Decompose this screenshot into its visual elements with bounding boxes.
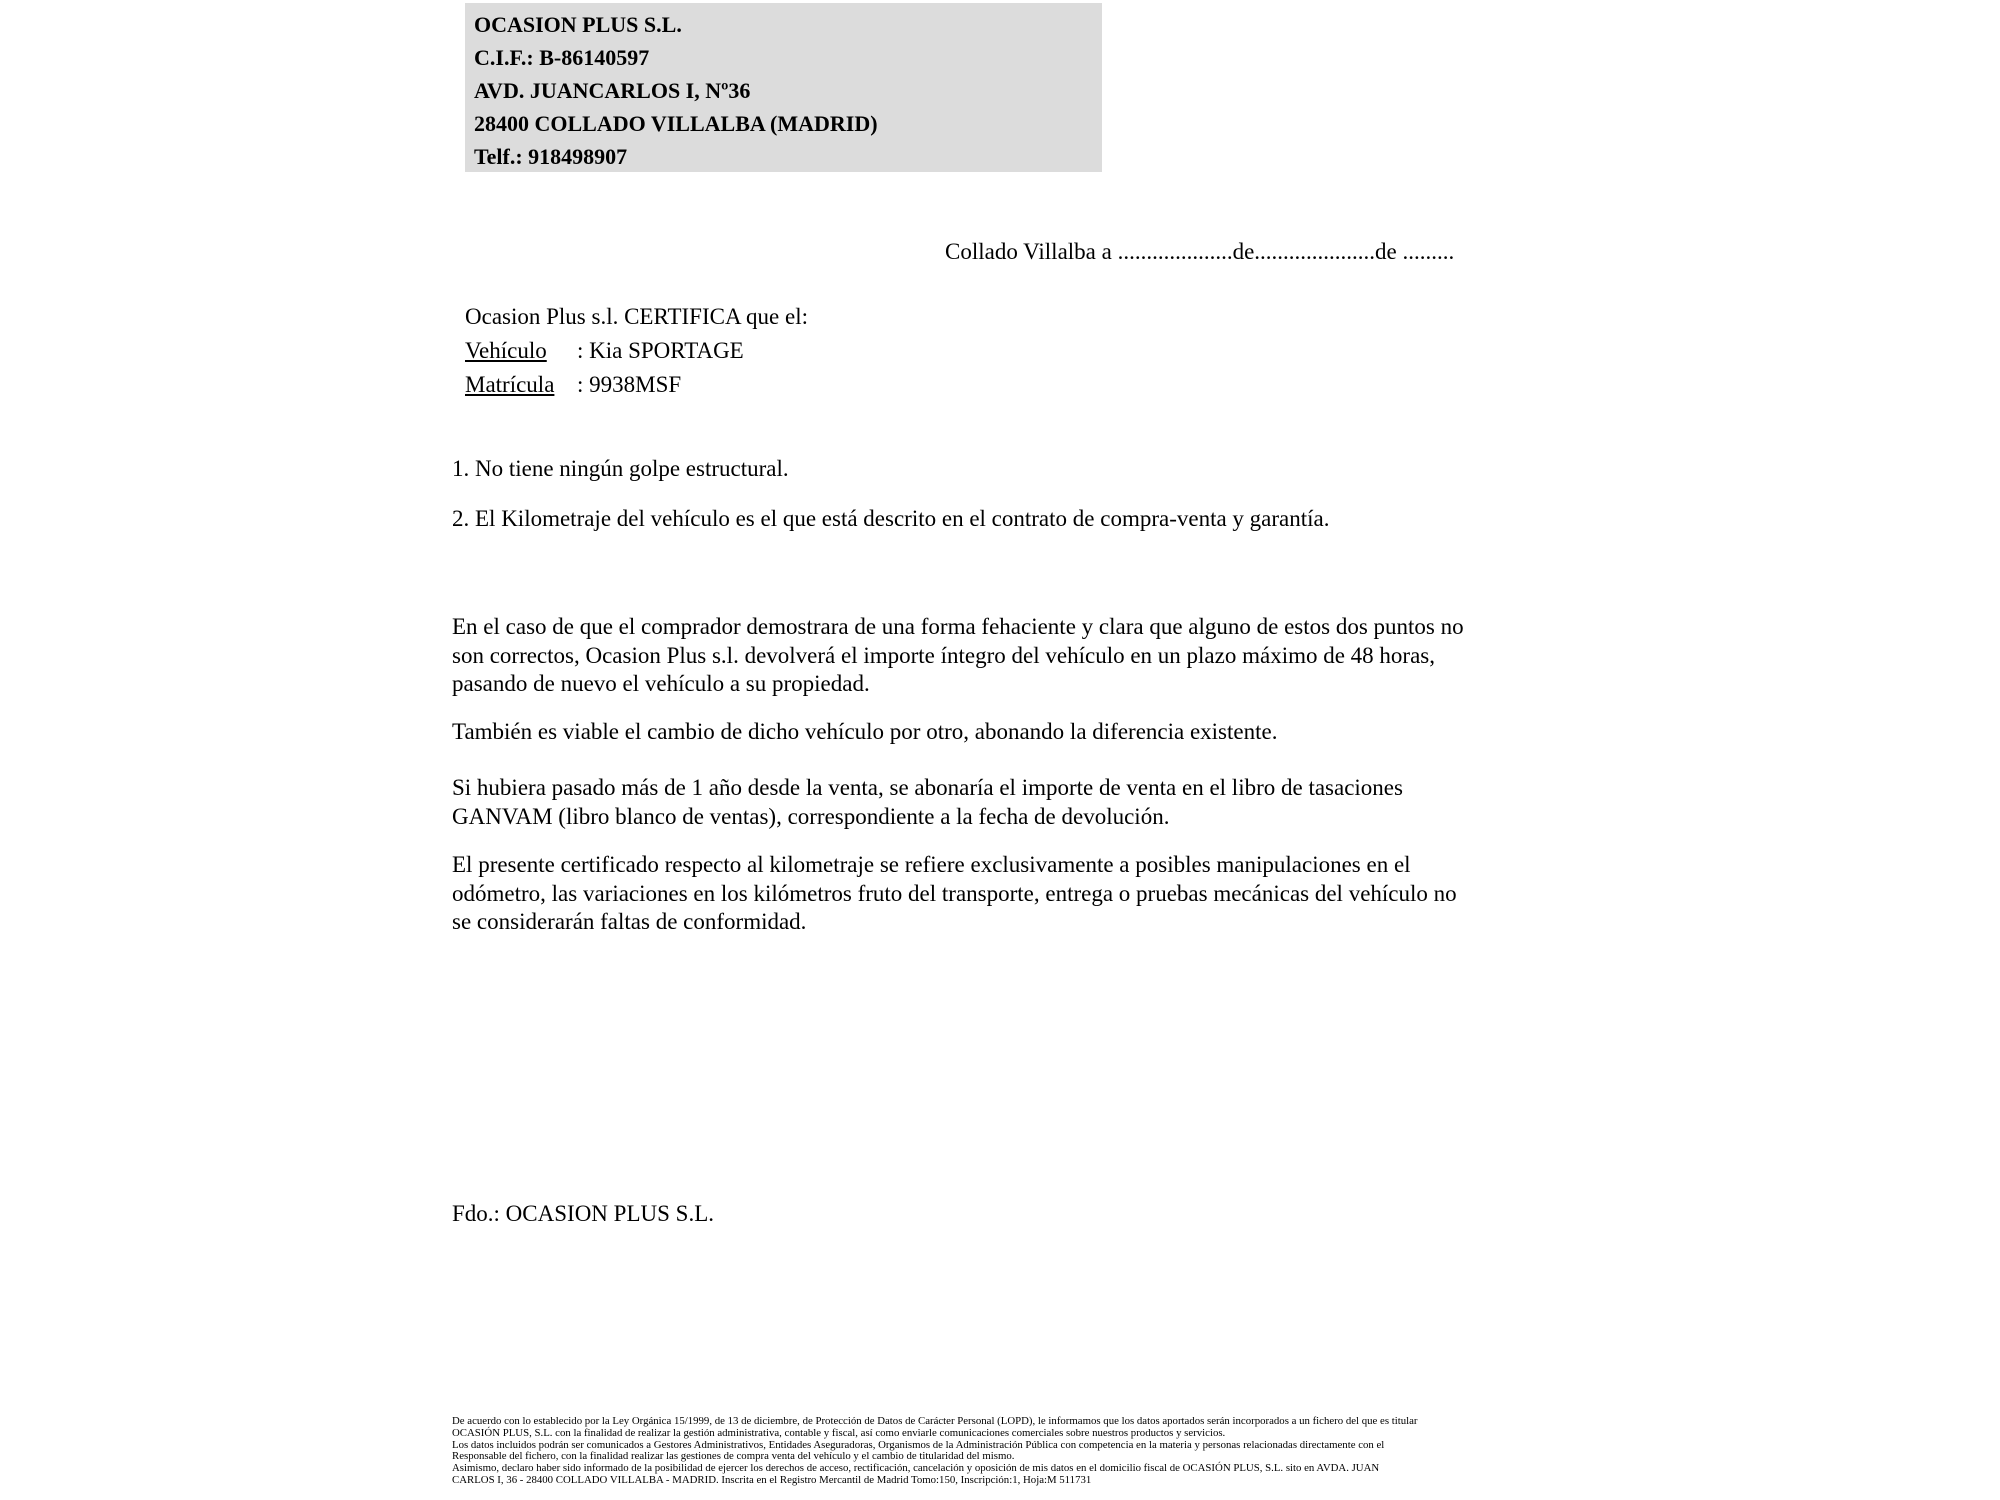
certifies-intro: Ocasion Plus s.l. CERTIFICA que el: (465, 304, 808, 329)
legal-footer-line: Los datos incluidos podrán ser comunicados a Gestores Administrativos, Entidades Aseguradoras, Organismos de la Administración Pública con competencia en la materia y personas relacionadas directamente con el (452, 1438, 1385, 1451)
paragraph-line: En el caso de que el comprador demostrara de una forma fehaciente y clara que alguno de estos dos puntos no (452, 614, 1464, 639)
legal-footer-line: Asimismo, declaro haber sido informado de la posibilidad de ejercer los derechos de acceso, rectificación, cancelación y oposición de mis datos en el domicilio fiscal de OCASIÓN PLUS, S.L. sito en AVDA. JUAN (452, 1462, 1380, 1475)
paragraph-exchange (452, 718, 1277, 747)
date-line: Collado Villalba a ....................de.....................de ......... (945, 239, 1455, 264)
paragraph-line: se considerarán faltas de conformidad. (452, 909, 807, 934)
legal-footer-line: Responsable del fichero, con la finalidad realizar las gestiones de compra venta del vehículo y el cambio de titularidad del mismo. (452, 1450, 1015, 1463)
paragraph-line: son correctos, Ocasion Plus s.l. devolverá el importe íntegro del vehículo en un plazo máximo de 48 horas, (452, 642, 1436, 668)
clause-structural: 1. No tiene ningún golpe estructural. (452, 456, 789, 481)
plate-label: Matrícula (465, 372, 555, 397)
signature-line: Fdo.: OCASION PLUS S.L. (452, 1201, 714, 1226)
vehicle-value: : Kia SPORTAGE (577, 338, 744, 363)
plate-row (465, 368, 808, 402)
paragraph-odometer (452, 851, 1457, 937)
company-cif: C.I.F.: B-86140597 (474, 45, 650, 70)
vehicle-row (465, 334, 808, 368)
legal-footer-line: CARLOS I, 36 - 28400 COLLADO VILLALBA - MADRID. Inscrita en el Registro Mercantil de Madrid Tomo:150, Inscripción:1, Hoja:M 511731 (452, 1473, 1092, 1486)
certification-block (465, 300, 808, 402)
company-name: OCASION PLUS S.L. (474, 12, 682, 37)
company-city: 28400 COLLADO VILLALBA (MADRID) (474, 111, 878, 136)
plate-value: : 9938MSF (577, 372, 682, 397)
paragraph-line: El presente certificado respecto al kilometraje se refiere exclusivamente a posibles manipulaciones en el (452, 852, 1411, 877)
company-address: AVD. JUANCARLOS I, Nº36 (474, 78, 751, 103)
legal-footer (452, 1416, 1418, 1487)
company-phone: Telf.: 918498907 (474, 144, 628, 169)
paragraph-line: GANVAM (libro blanco de ventas), correspondiente a la fecha de devolución. (452, 803, 1170, 829)
paragraph-line: odómetro, las variaciones en los kilómetros fruto del transporte, entrega o pruebas mecánicas del vehículo no (452, 880, 1457, 906)
legal-footer-line: De acuerdo con lo establecido por la Ley Orgánica 15/1999, de 13 de diciembre, de Protección de Datos de Carácter Personal (LOPD), le informamos que los datos aportados serán incorporados a un fichero del que es titular (452, 1415, 1418, 1427)
clause-mileage: 2. El Kilometraje del vehículo es el que está descrito en el contrato de compra-venta y garantía. (452, 506, 1330, 531)
paragraph-line: pasando de nuevo el vehículo a su propiedad. (452, 671, 870, 696)
letterhead (465, 3, 1102, 172)
paragraph-line: Si hubiera pasado más de 1 año desde la venta, se abonaría el importe de venta en el libro de tasaciones (452, 775, 1403, 800)
paragraph-refund (452, 613, 1464, 699)
legal-footer-line: OCASIÓN PLUS, S.L. con la finalidad de realizar la gestión administrativa, contable y fiscal, así como enviarle comunicaciones comerciales sobre nuestros productos y servicios. (452, 1426, 1226, 1439)
vehicle-label: Vehículo (465, 338, 547, 363)
paragraph-ganvam (452, 774, 1403, 831)
paragraph-line: También es viable el cambio de dicho vehículo por otro, abonando la diferencia existente. (452, 719, 1278, 744)
